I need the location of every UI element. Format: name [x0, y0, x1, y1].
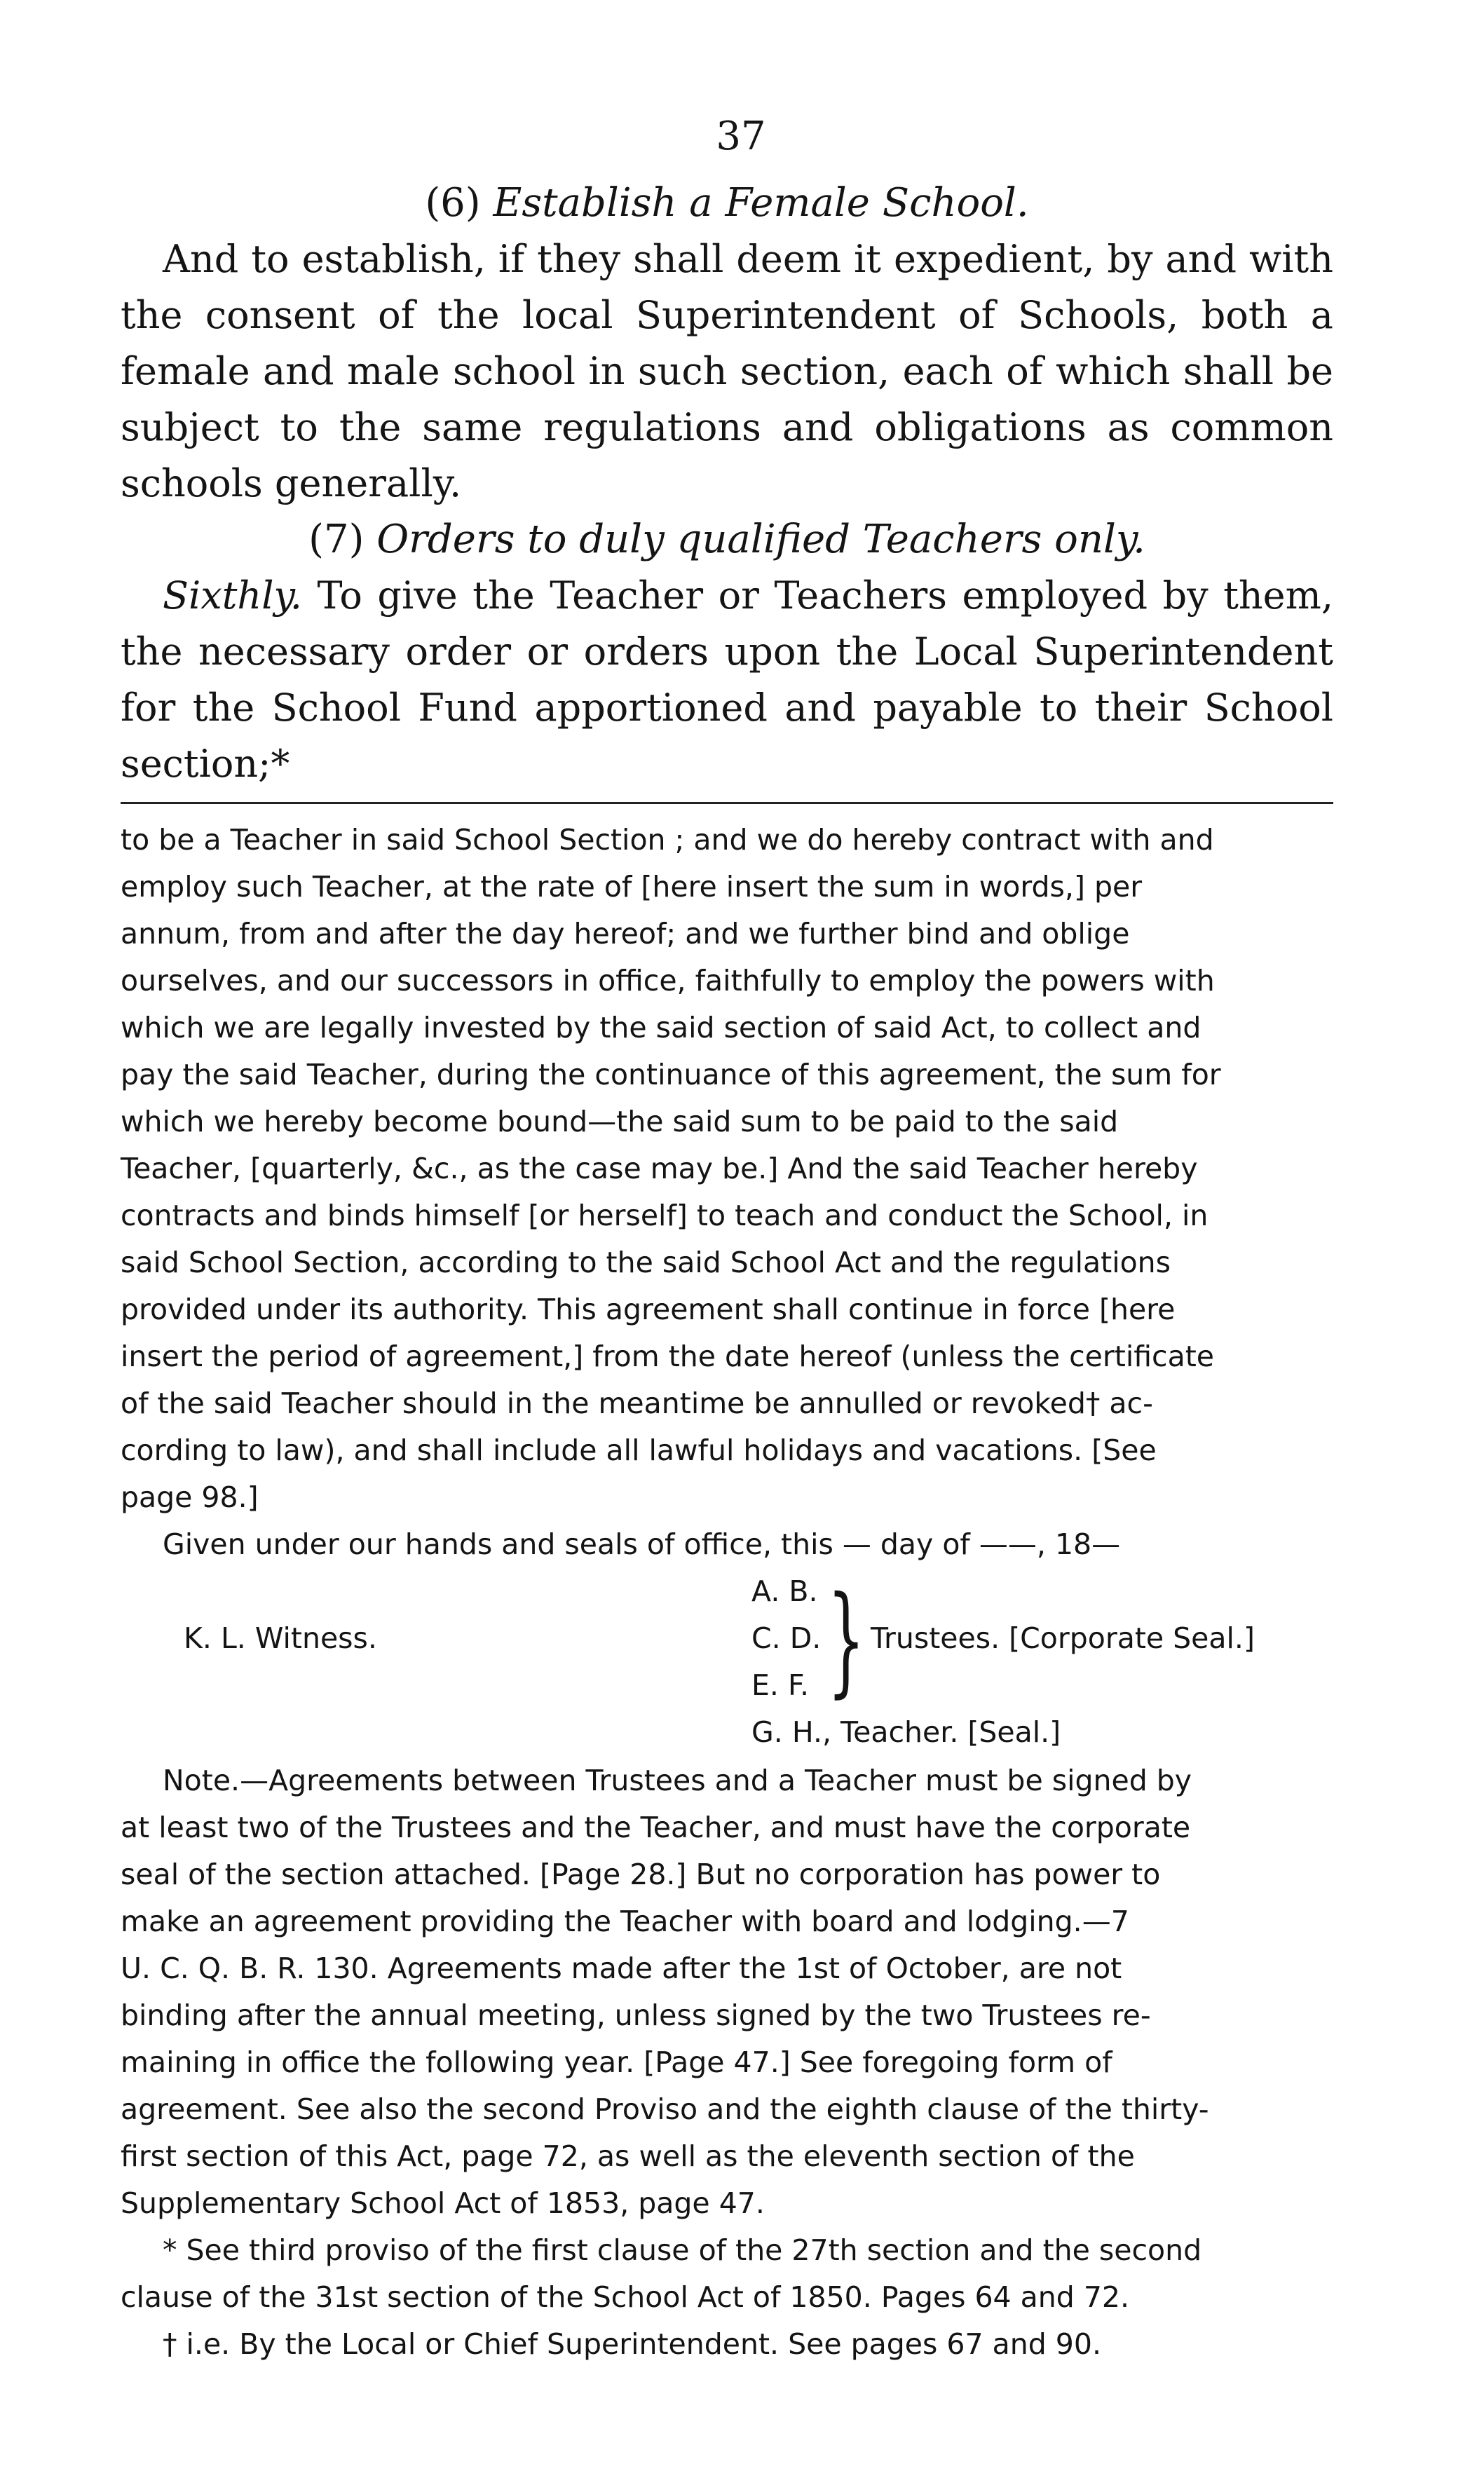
trustee-names	[751, 1568, 821, 1709]
note-paragraph	[121, 1757, 1333, 2227]
note-line: make an agreement providing the Teacher with board and lodging.—7	[121, 1905, 1129, 1938]
page-number: 37	[716, 114, 766, 159]
note-line: Note.—Agreements between Trustees and a Teacher must be signed by	[163, 1764, 1192, 1797]
agreement-line: cording to law), and shall include all lawful holidays and vacations. [See	[121, 1434, 1157, 1467]
footnotes	[121, 2227, 1333, 2368]
footnote-divider	[121, 802, 1333, 804]
agreement-line: Teacher, [quarterly, &c., as the case may be.] And the said Teacher hereby	[121, 1152, 1198, 1185]
witness-signature: K. L. Witness.	[184, 1621, 377, 1655]
signature-block	[121, 1568, 1333, 1757]
agreement-line: of the said Teacher should in the meantime be annulled or revoked† ac-	[121, 1387, 1153, 1420]
document-page	[121, 112, 1333, 2368]
trustee-name: E. F.	[751, 1668, 809, 1702]
note-line: agreement. See also the second Proviso and the eighth clause of the thirty-	[121, 2092, 1209, 2126]
section-7-text: To give the Teacher or Teachers employed by them, the necessary order or orders upon the Local Superintendent for the School Fund apportioned and payable to their School section;*	[121, 573, 1334, 786]
note-line: at least two of the Trustees and the Teacher, and must have the corporate	[121, 1811, 1191, 1844]
section-6-title: Establish a Female School.	[493, 180, 1029, 226]
agreement-line: to be a Teacher in said School Section ; and we do hereby contract with and	[121, 823, 1214, 857]
note-line: U. C. Q. B. R. 130. Agreements made after the 1st of October, are not	[121, 1952, 1122, 1985]
footnote-star: * See third proviso of the first clause of the 27th section and the second	[163, 2233, 1202, 2267]
note-line: seal of the section attached. [Page 28.] But no corporation has power to	[121, 1858, 1161, 1891]
note-line: Supplementary School Act of 1853, page 47.	[121, 2186, 765, 2220]
trustee-name: A. B.	[751, 1574, 818, 1608]
section-6-paragraph: And to establish, if they shall deem it expedient, by and with the consent of the local Superintendent of Schools, both a female and male school in such section, each of which shall be subject to the same regulations and obligations as common schools generally.	[121, 237, 1333, 505]
section-7-lead: Sixthly.	[163, 573, 302, 618]
brace-glyph: }	[827, 1571, 866, 1710]
agreement-line: employ such Teacher, at the rate of [here insert the sum in words,] per	[121, 870, 1143, 904]
note-line: first section of this Act, page 72, as well as the eleventh section of the	[121, 2139, 1135, 2173]
agreement-line: annum, from and after the day hereof; and we further bind and oblige	[121, 917, 1130, 951]
footnote-dagger: † i.e. By the Local or Chief Superintendent. See pages 67 and 90.	[163, 2327, 1101, 2361]
agreement-line: insert the period of agreement,] from the date hereof (unless the certificate	[121, 1340, 1215, 1373]
agreement-line: pay the said Teacher, during the continuance of this agreement, the sum for	[121, 1058, 1221, 1091]
given-under-line: Given under our hands and seals of office, this — day of ——, 18—	[163, 1527, 1121, 1561]
section-7-paragraph	[121, 568, 1333, 792]
note-line: maining in office the following year. [Page 47.] See foregoing form of	[121, 2045, 1112, 2079]
agreement-line: which we hereby become bound—the said sum to be paid to the said	[121, 1105, 1119, 1138]
section-7-heading	[121, 512, 1333, 568]
trustees-label: Trustees. [Corporate Seal.]	[871, 1621, 1255, 1655]
footnote-star-continued: clause of the 31st section of the School Act of 1850. Pages 64 and 72.	[121, 2280, 1130, 2314]
agreement-text	[121, 817, 1333, 1521]
agreement-line: page 98.]	[121, 1480, 259, 1514]
section-7-number: (7)	[308, 517, 365, 562]
note-line: binding after the annual meeting, unless signed by the two Trustees re-	[121, 1999, 1151, 2032]
agreement-line: which we are legally invested by the said section of said Act, to collect and	[121, 1011, 1202, 1044]
agreement-line: contracts and binds himself [or herself] to teach and conduct the School, in	[121, 1199, 1209, 1232]
teacher-signature: G. H., Teacher. [Seal.]	[751, 1715, 1061, 1749]
agreement-line: said School Section, according to the said School Act and the regulations	[121, 1246, 1171, 1279]
section-6-number: (6)	[425, 180, 481, 226]
agreement-line: provided under its authority. This agreement shall continue in force [here	[121, 1293, 1176, 1326]
section-6-heading	[121, 175, 1333, 231]
section-7-title: Orders to duly qualified Teachers only.	[376, 517, 1145, 562]
agreement-line: ourselves, and our successors in office, faithfully to employ the powers with	[121, 964, 1215, 998]
trustee-name: C. D.	[751, 1621, 822, 1655]
